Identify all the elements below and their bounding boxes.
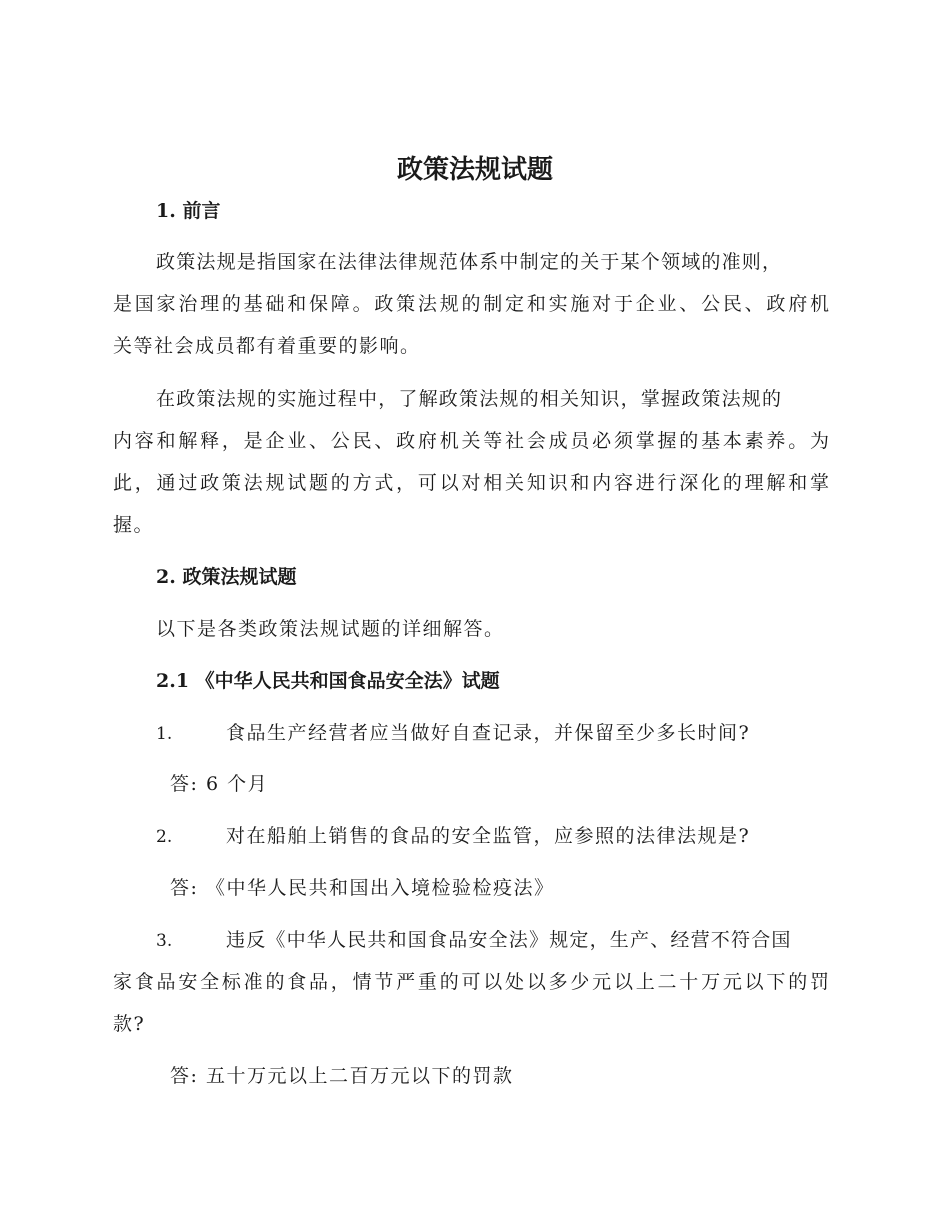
q1-answer: 答: 6 个月 (170, 773, 269, 795)
section-1-heading: 1. 前言 (156, 200, 221, 222)
s1-p2-line3: 此，通过政策法规试题的方式，可以对相关知识和内容进行深化的理解和掌 (113, 472, 829, 494)
s1-p1-line3: 关等社会成员都有着重要的影响。 (113, 335, 421, 357)
s1-p1-line1: 政策法规是指国家在法律法律规范体系中制定的关于某个领域的准则， (156, 251, 783, 273)
q1-text: 食品生产经营者应当做好自查记录，并保留至少多长时间? (226, 722, 751, 744)
q3-answer: 答: 五十万元以上二百万元以下的罚款 (170, 1065, 514, 1087)
q2-text: 对在船舶上销售的食品的安全监管，应参照的法律法规是? (226, 825, 751, 847)
subsection-2-1-heading: 2.1 《中华人民共和国食品安全法》试题 (156, 670, 500, 692)
q3-line3: 款? (113, 1013, 146, 1035)
s1-p2-line2: 内容和解释，是企业、公民、政府机关等社会成员必须掌握的基本素养。为 (113, 430, 829, 452)
document-title: 政策法规试题 (396, 155, 553, 185)
q3-number: 3. (156, 931, 173, 951)
s1-p1-line2: 是国家治理的基础和保障。政策法规的制定和实施对于企业、公民、政府机 (113, 293, 829, 315)
s1-p2-line4: 握。 (113, 514, 155, 536)
q1-number: 1. (156, 724, 173, 744)
q3-line2: 家食品安全标准的食品，情节严重的可以处以多少元以上二十万元以下的罚 (113, 971, 829, 993)
q2-number: 2. (156, 827, 173, 847)
q3-line1: 违反《中华人民共和国食品安全法》规定，生产、经营不符合国 (226, 929, 792, 951)
s1-p2-line1: 在政策法规的实施过程中，了解政策法规的相关知识，掌握政策法规的 (156, 388, 783, 410)
q2-answer: 答: 《中华人民共和国出入境检验检疫法》 (170, 877, 555, 899)
section-2-heading: 2. 政策法规试题 (156, 566, 297, 588)
s2-intro: 以下是各类政策法规试题的详细解答。 (156, 618, 505, 640)
